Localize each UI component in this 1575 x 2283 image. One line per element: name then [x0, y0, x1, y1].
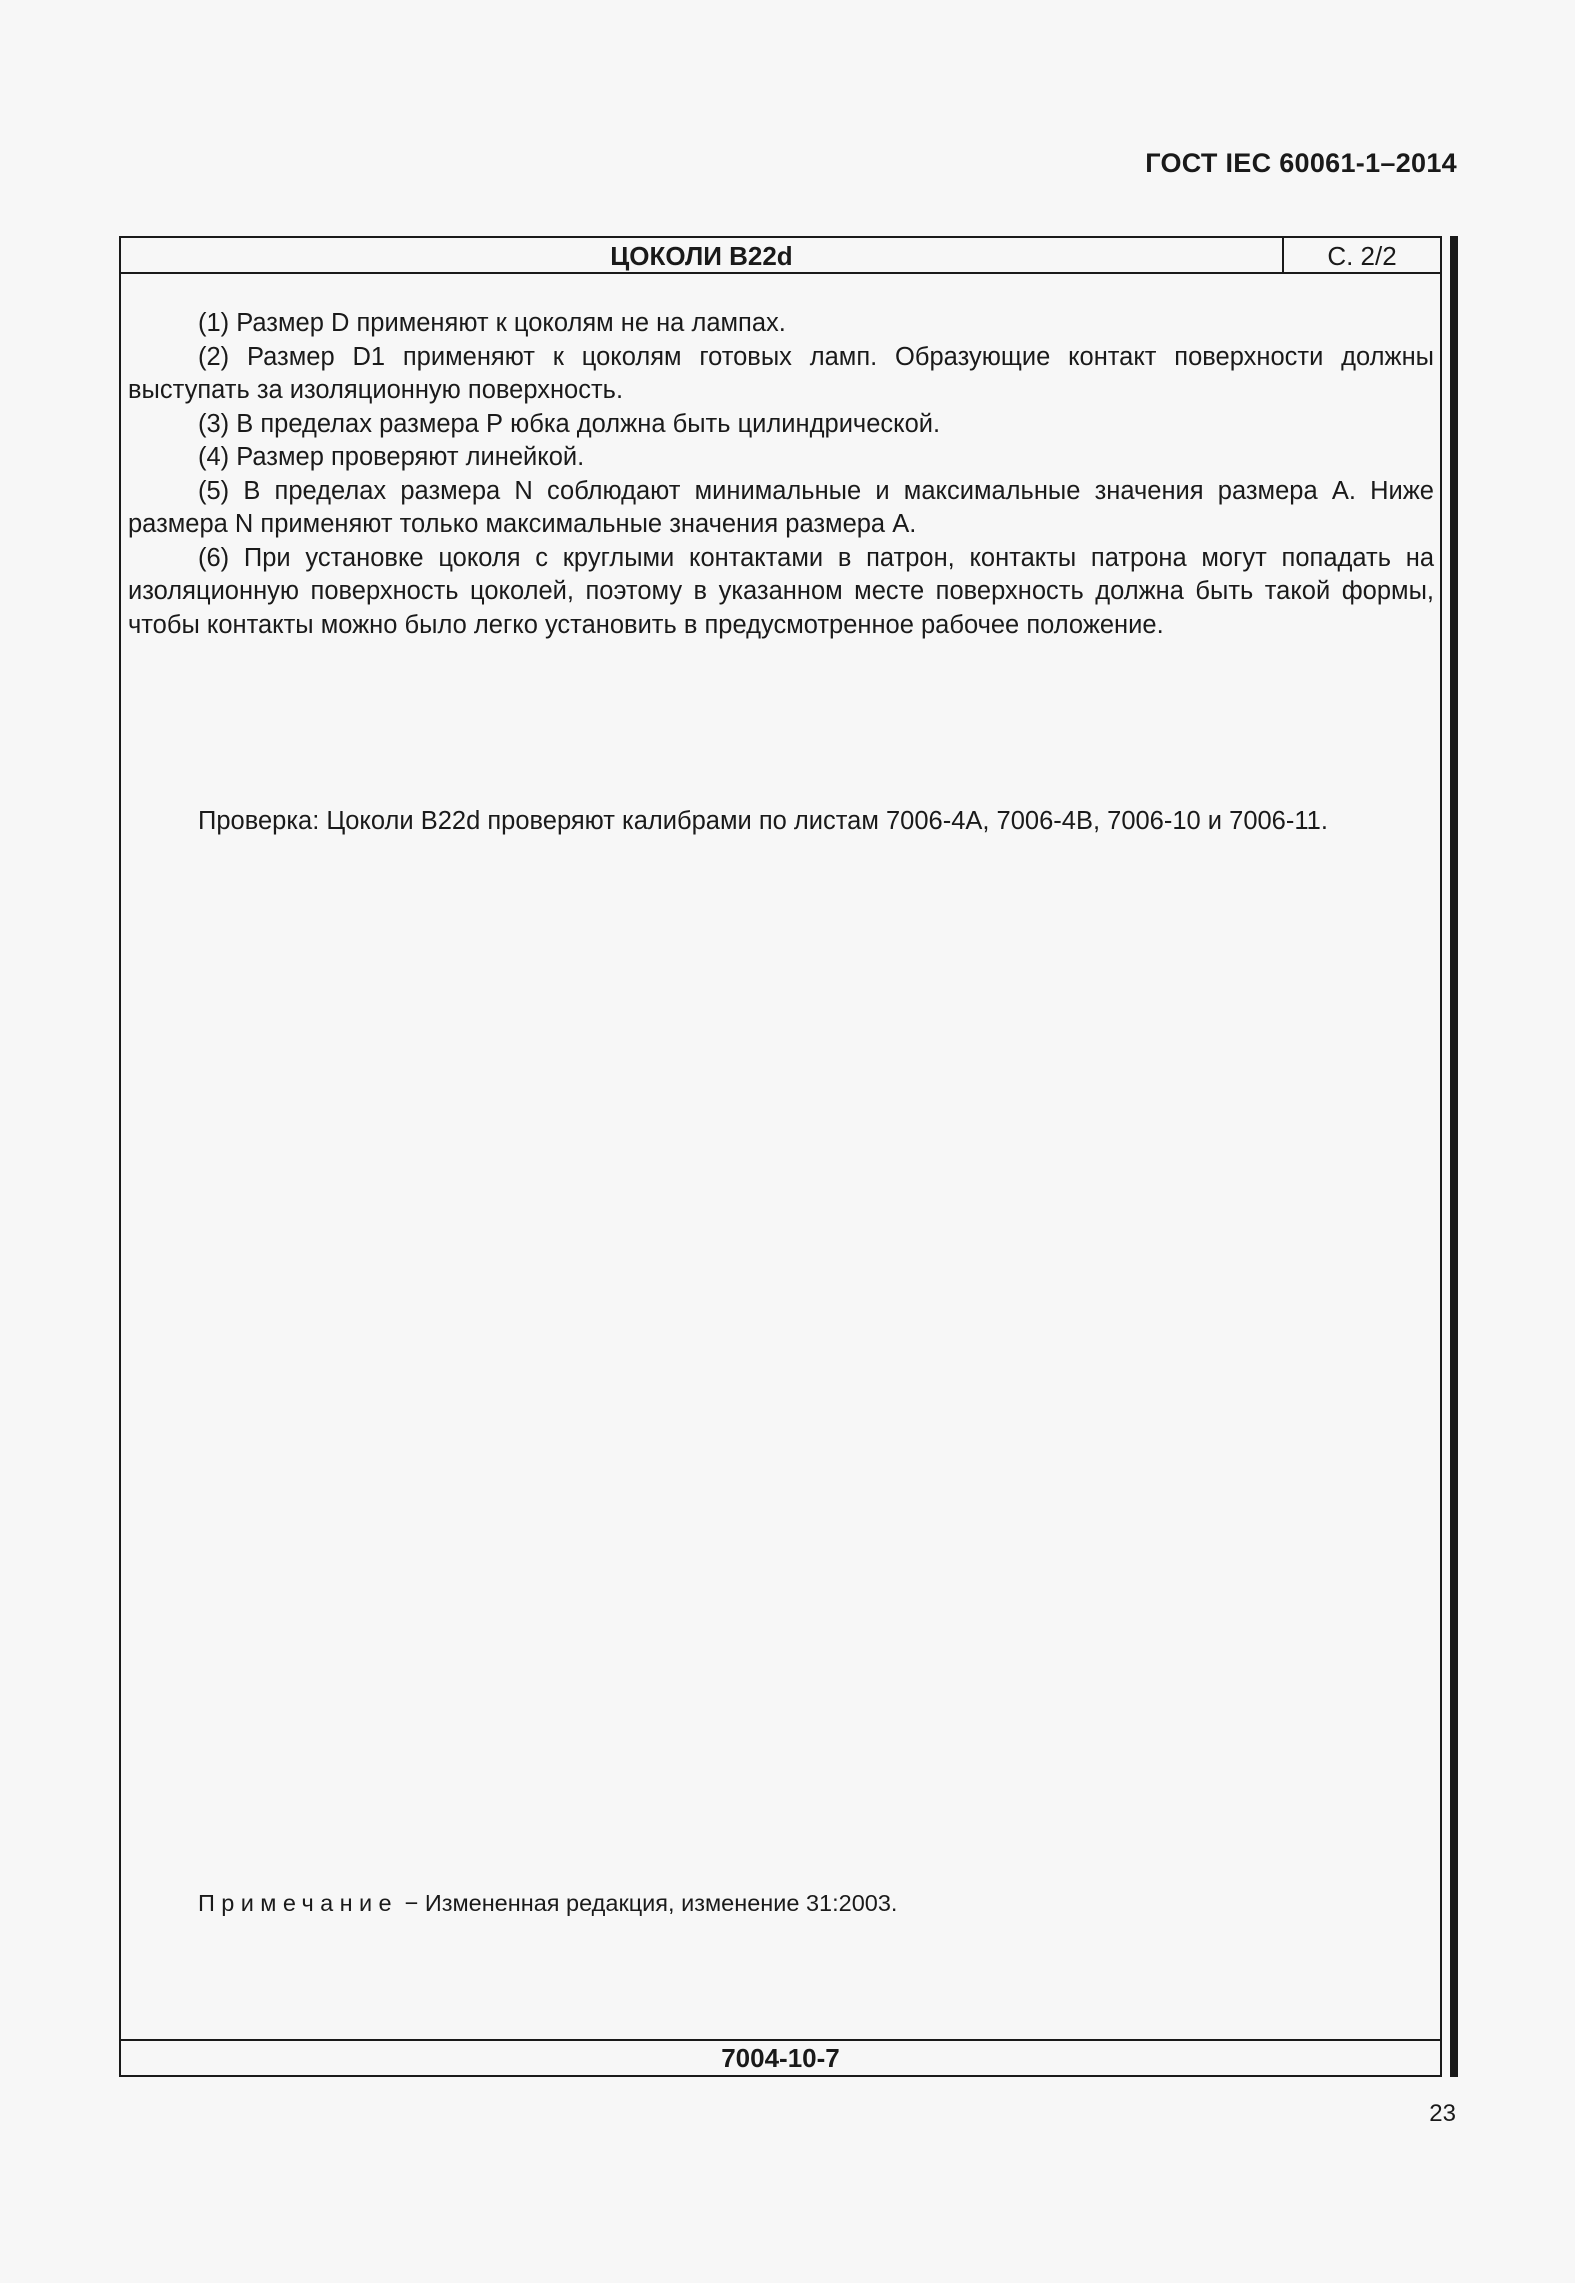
remark-label: Примечание — [198, 1890, 399, 1916]
sheet-footer-code: 7004-10-7 — [121, 2039, 1440, 2075]
frame-thick-border — [1450, 236, 1458, 2077]
note-1: (1) Размер D применяют к цоколям не на лампах. — [198, 309, 786, 337]
remark-text: − Измененная редакция, изменение 31:2003. — [404, 1890, 898, 1916]
sheet-title: ЦОКОЛИ В22d — [121, 238, 1284, 272]
note-4: (4) Размер проверяют линейкой. — [198, 443, 585, 471]
note-2: (2) Размер D1 применяют к цоколям готовых ламп. Образующие контакт поверхности должны выступать за изоляционную поверхность. — [128, 342, 1434, 404]
standard-header: ГОСТ IEC 60061-1–2014 — [1145, 148, 1457, 178]
sheet-frame — [119, 236, 1442, 2077]
note-3: (3) В пределах размера Р юбка должна быть цилиндрической. — [198, 409, 941, 438]
page-number: 23 — [1429, 2100, 1456, 2127]
check-statement: Проверка: Цоколи В22d проверяют калибрами по листам 7006-4А, 7006-4В, 7006-10 и 7006-11. — [198, 807, 1328, 835]
sheet-page-label: С. 2/2 — [1327, 241, 1397, 271]
remark — [198, 1890, 897, 1917]
note-5: (5) В пределах размера N соблюдают минимальные и максимальные значения размера А. Ниже размера N применяют только максимальные значения размера А. — [128, 476, 1434, 538]
note-6: (6) При установке цоколя с круглыми контактами в патрон, контакты патрона могут попадать на изоляционную поверхность цоколей, поэтому в указанном месте поверхность должна быть такой формы, чтобы контакты можно было легко установить в предусмотренное рабочее положение. — [128, 543, 1434, 639]
notes-list — [128, 307, 1434, 642]
sheet-title-row — [121, 238, 1440, 274]
